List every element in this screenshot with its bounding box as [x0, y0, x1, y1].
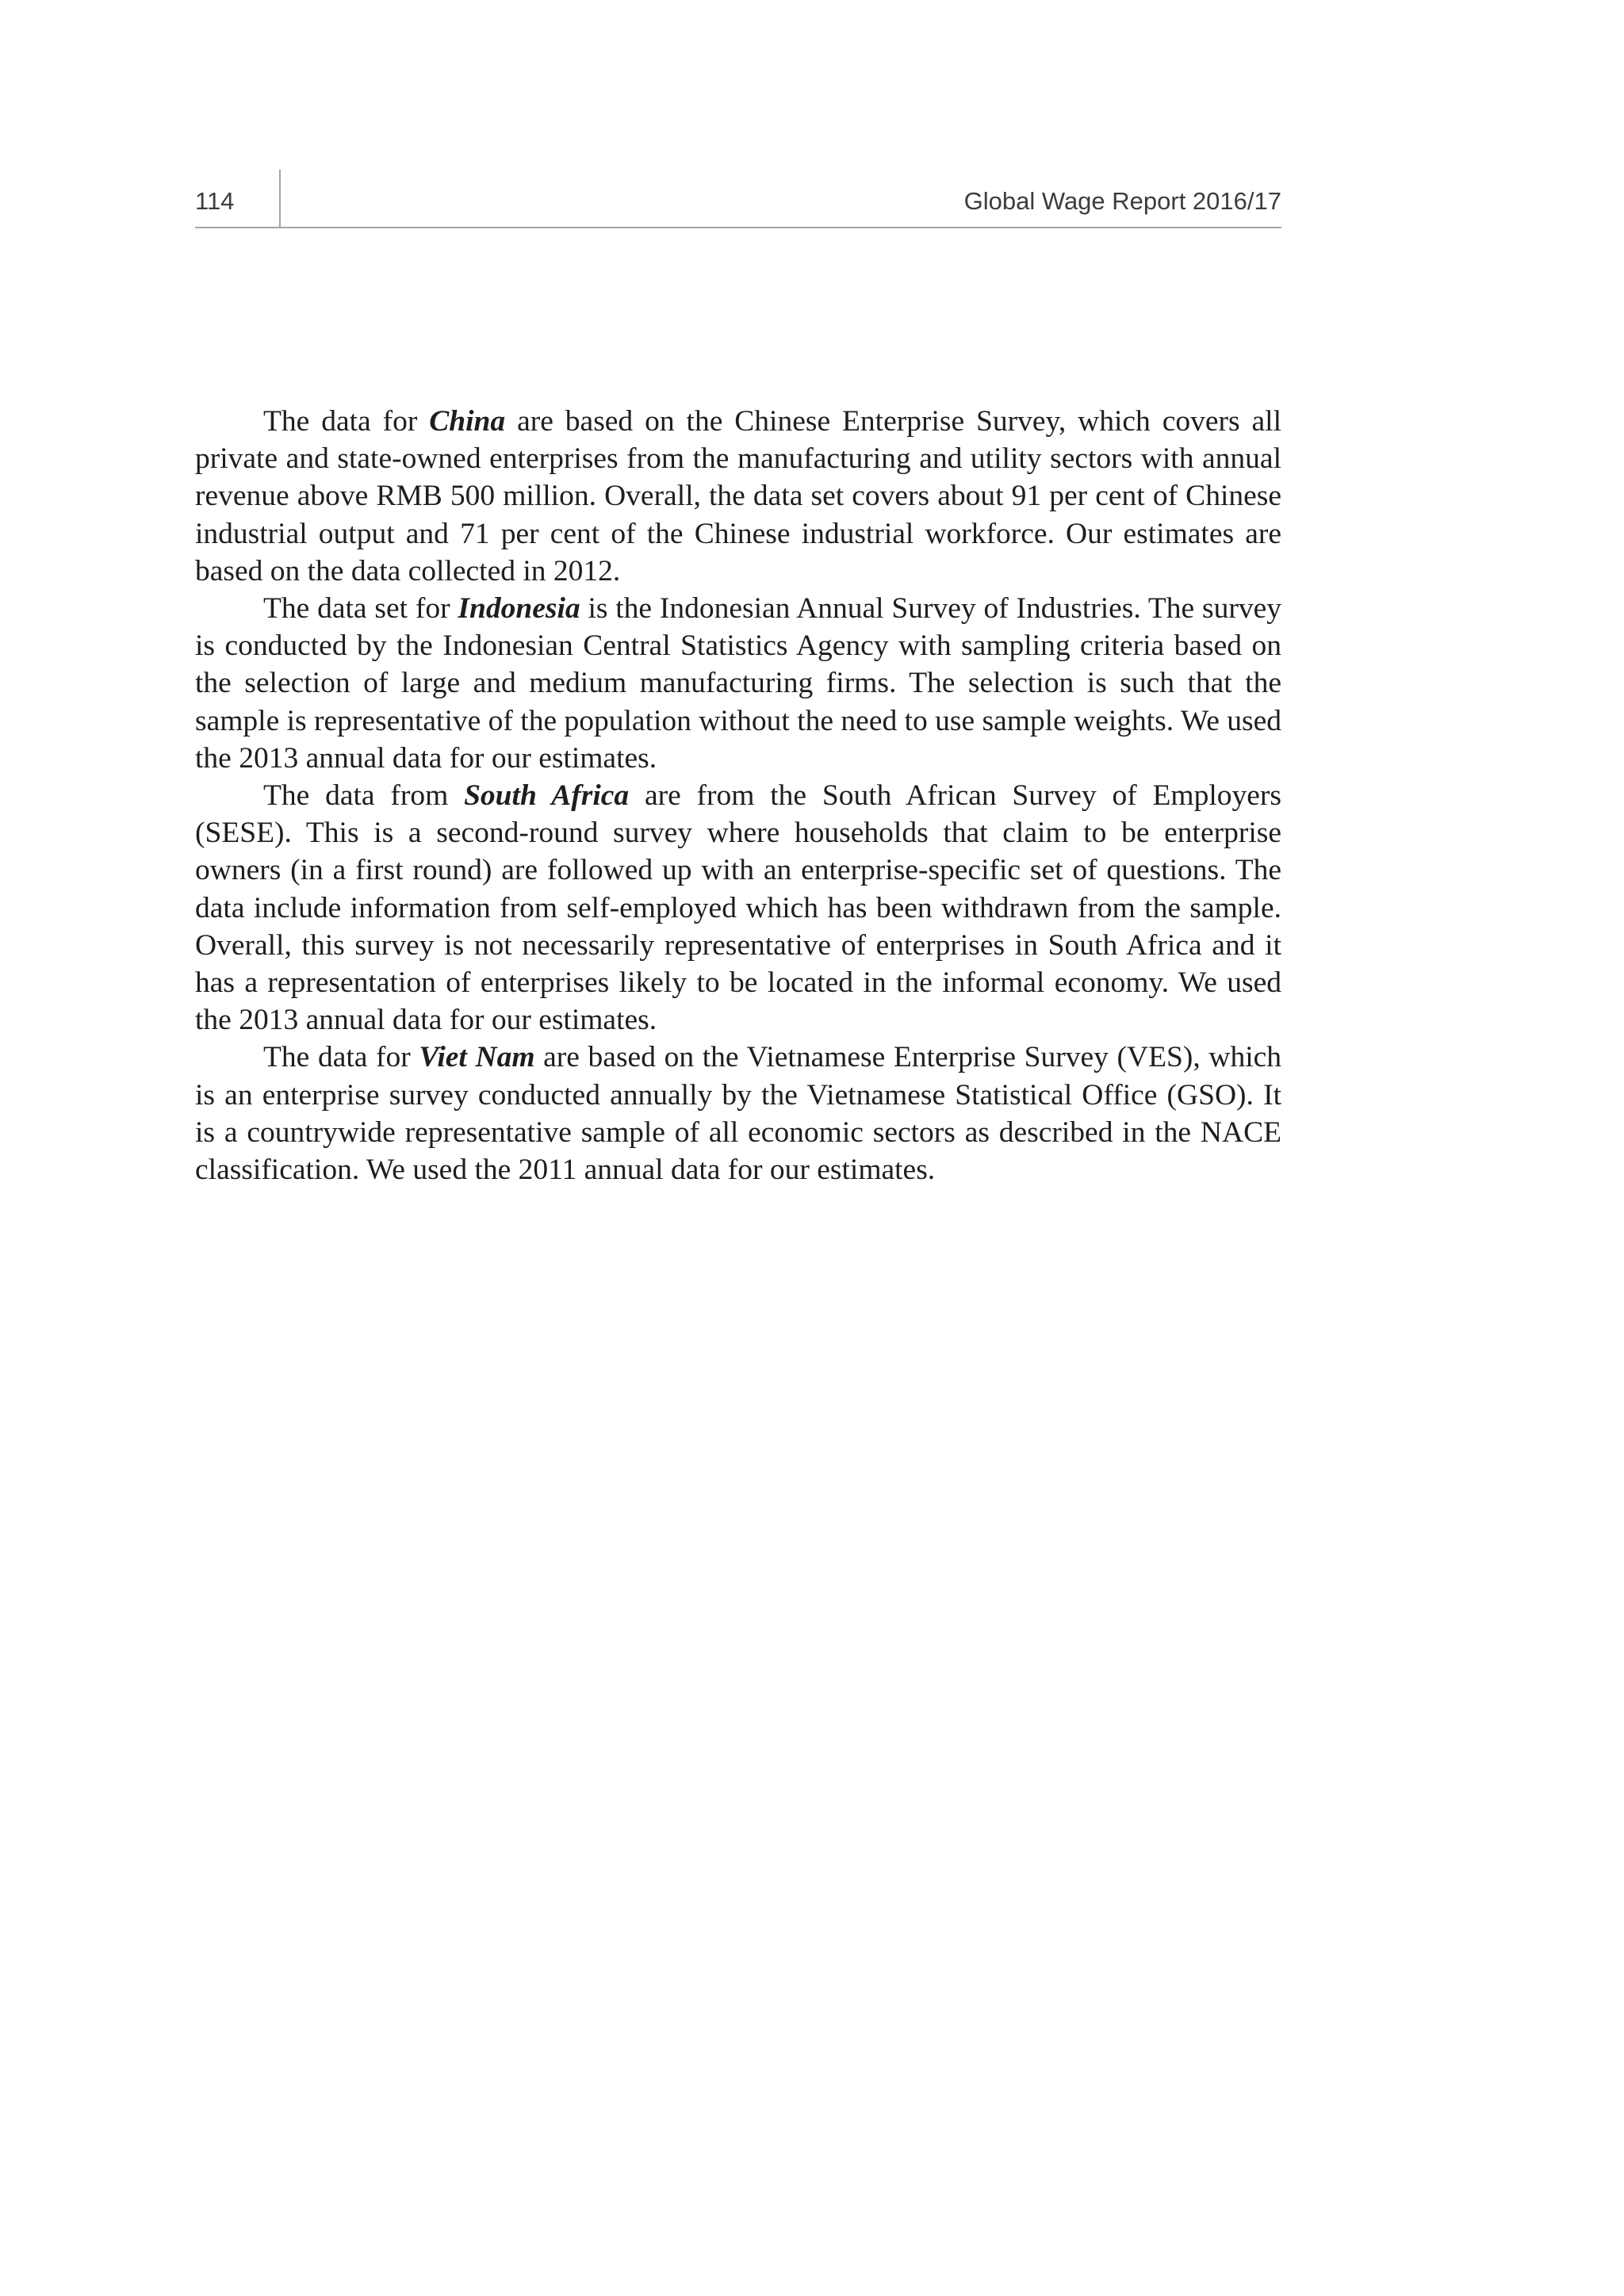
paragraph-lead: The data from: [263, 779, 465, 813]
country-name-indonesia: Indonesia: [458, 592, 580, 626]
paragraph-lead: The data set for: [263, 592, 458, 626]
country-name-viet-nam: Viet Nam: [419, 1041, 535, 1074]
page-header: [195, 170, 1281, 228]
paragraph-viet-nam: [195, 1039, 1281, 1188]
page-number: 114: [195, 187, 235, 215]
paragraph-text: is the Indonesian Annual Survey of Industries. The survey is conducted by the Indonesian Central Statistics Agency with sampling criteria based on the selection of large and medium manufacturing firms. The selection is such that the sample is representative of the population without the need to use sample weights. We used the 2013 annual data for our estimates.: [195, 592, 1281, 775]
paragraph-text: are from the South African Survey of Employers (SESE). This is a second-round survey where households that claim to be enterprise owners (in a first round) are followed up with an enterprise-specific set of questions. The data include information from self-employed which has been withdrawn from the sample. Overall, this survey is not necessarily representative of enterprises in South Africa and it has a representation of enterprises likely to be located in the informal economy. We used the 2013 annual data for our estimates.: [195, 779, 1281, 1037]
paragraph-south-africa: [195, 777, 1281, 1039]
paragraph-china: [195, 403, 1281, 590]
body-text: [195, 403, 1281, 1188]
paragraph-text: are based on the Chinese Enterprise Survey, which covers all private and state-owned enterprises from the manufacturing and utility sectors with annual revenue above RMB 500 million. Overall, the data set covers about 91 per cent of Chinese industrial output and 71 per cent of the Chinese industrial workforce. Our estimates are based on the data collected in 2012.: [195, 405, 1281, 587]
header-divider: [279, 170, 281, 227]
paragraph-lead: The data for: [263, 1041, 419, 1074]
paragraph-lead: The data for: [263, 405, 430, 438]
running-title: Global Wage Report 2016/17: [963, 187, 1281, 215]
paragraph-indonesia: [195, 590, 1281, 777]
country-name-china: China: [429, 405, 506, 438]
paragraph-text: are based on the Vietnamese Enterprise Survey (VES), which is an enterprise survey conducted annually by the Vietnamese Statistical Office (GSO). It is a countrywide representative sample of all economic sectors as described in the NACE classification. We used the 2011 annual data for our estimates.: [195, 1041, 1282, 1187]
country-name-south-africa: South Africa: [464, 779, 630, 813]
